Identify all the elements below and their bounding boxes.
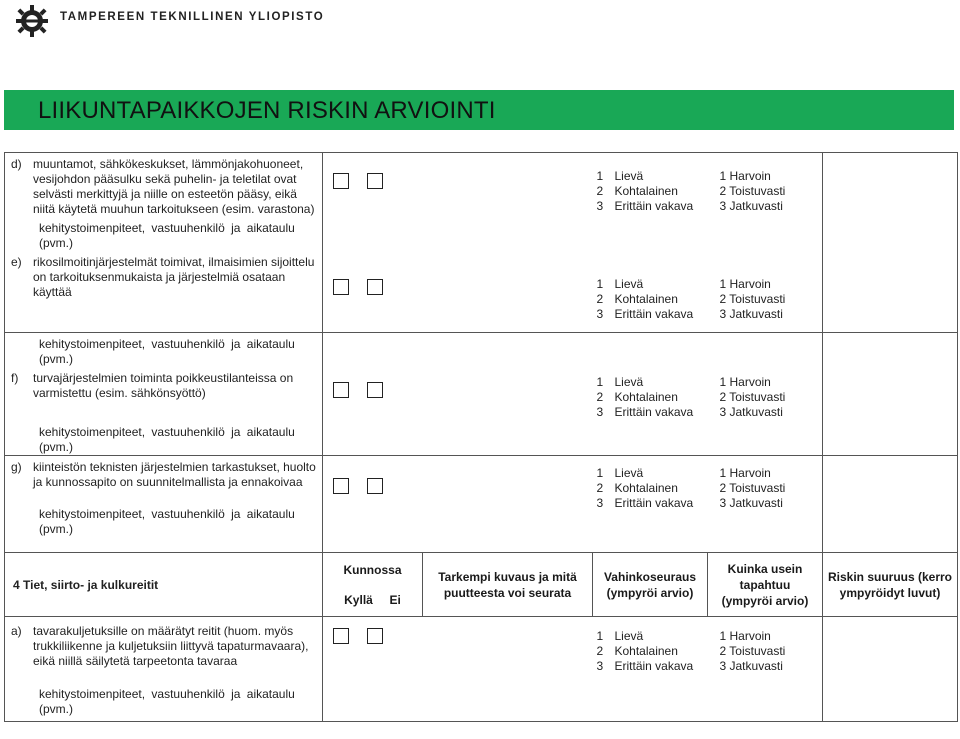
- item-letter: e): [11, 255, 22, 269]
- table-row: [5, 333, 958, 456]
- frequency-header: Kuinka usein tapahtuu (ympyröi arvio): [708, 553, 823, 617]
- frequency-option[interactable]: 2 Toistuvasti: [719, 481, 786, 495]
- severity-option[interactable]: 2 Kohtalainen: [596, 184, 678, 198]
- no-checkbox[interactable]: [367, 382, 383, 398]
- consequence-header: Vahinkoseuraus (ympyröi arvio): [593, 553, 708, 617]
- item-letter: f): [11, 371, 19, 385]
- checkbox-cell: [323, 153, 423, 333]
- severity-option[interactable]: 3 Erittäin vakava: [596, 405, 694, 419]
- description-cell: [423, 153, 593, 333]
- item-text: kiinteistön teknisten järjestelmien tarkastukset, huolto ja kunnossapito on suunnitelmallista ja ennakoivaa: [33, 460, 316, 489]
- university-name: TAMPEREEN TEKNILLINEN YLIOPISTO: [60, 11, 325, 23]
- no-checkbox[interactable]: [367, 173, 383, 189]
- gear-logo-icon: [12, 4, 52, 38]
- development-note: kehitystoimenpiteet, vastuuhenkilö ja aikataulu (pvm.): [39, 507, 295, 536]
- title-banner: [4, 90, 954, 130]
- severity-cell: [593, 617, 708, 722]
- yes-checkbox[interactable]: [333, 478, 349, 494]
- checkbox-cell: [323, 456, 423, 553]
- frequency-option[interactable]: 3 Jatkuvasti: [719, 496, 783, 510]
- development-note: kehitystoimenpiteet, vastuuhenkilö ja aikataulu (pvm.): [39, 221, 295, 250]
- item-letter: d): [11, 157, 22, 171]
- yes-checkbox[interactable]: [333, 628, 349, 644]
- no-checkbox[interactable]: [367, 478, 383, 494]
- section-title-cell: [5, 553, 323, 617]
- frequency-option[interactable]: 1 Harvoin: [719, 629, 771, 643]
- question-cell: [5, 333, 323, 456]
- yes-checkbox[interactable]: [333, 173, 349, 189]
- severity-option[interactable]: 1 Lievä: [596, 466, 644, 480]
- item-text: tavarakuljetuksille on määrätyt reitit (huom. myös trukkiliikenne ja kuljetuksiin liittyvä tapaturmavaara), eikä niillä säilytetä tarpeetonta tavaraa: [33, 624, 309, 668]
- table-row: [5, 456, 958, 553]
- risk-cell: [823, 333, 958, 456]
- risk-header: Riskin suuruus (kerro ympyröidyt luvut): [823, 553, 958, 617]
- severity-option[interactable]: 1 Lievä: [596, 169, 644, 183]
- frequency-option[interactable]: 1 Harvoin: [719, 466, 771, 480]
- frequency-option[interactable]: 1 Harvoin: [719, 277, 771, 291]
- risk-cell: [823, 617, 958, 722]
- severity-option[interactable]: 1 Lievä: [596, 629, 644, 643]
- severity-option[interactable]: 2 Kohtalainen: [596, 644, 678, 658]
- yes-no-labels: [323, 592, 422, 608]
- frequency-option[interactable]: 2 Toistuvasti: [719, 644, 786, 658]
- severity-option[interactable]: 2 Kohtalainen: [596, 390, 678, 404]
- frequency-option[interactable]: 3 Jatkuvasti: [719, 659, 783, 673]
- kunnossa-header: [323, 553, 423, 617]
- risk-cell: [823, 153, 958, 333]
- page-title: LIIKUNTAPAIKKOJEN RISKIN ARVIOINTI: [38, 97, 496, 124]
- no-checkbox[interactable]: [367, 628, 383, 644]
- item-text: turvajärjestelmien toiminta poikkeustilanteissa on varmistettu (esim. sähkönsyöttö): [33, 371, 294, 400]
- frequency-option[interactable]: 1 Harvoin: [719, 169, 771, 183]
- severity-option[interactable]: 2 Kohtalainen: [596, 292, 678, 306]
- frequency-option[interactable]: 2 Toistuvasti: [719, 184, 786, 198]
- severity-option[interactable]: 3 Erittäin vakava: [596, 307, 694, 321]
- development-note: kehitystoimenpiteet, vastuuhenkilö ja aikataulu (pvm.): [39, 687, 295, 716]
- no-checkbox[interactable]: [367, 279, 383, 295]
- kunnossa-label: Kunnossa: [343, 562, 402, 577]
- frequency-option[interactable]: 3 Jatkuvasti: [719, 307, 783, 321]
- section-header-row: [5, 553, 958, 617]
- frequency-option[interactable]: 3 Jatkuvasti: [719, 405, 783, 419]
- severity-option[interactable]: 3 Erittäin vakava: [596, 199, 694, 213]
- severity-cell: [593, 333, 708, 456]
- item-letter: a): [11, 624, 22, 638]
- severity-option[interactable]: 3 Erittäin vakava: [596, 496, 694, 510]
- risk-table: [4, 152, 958, 722]
- frequency-cell: [708, 333, 823, 456]
- description-cell: [423, 333, 593, 456]
- item-text: rikosilmoitinjärjestelmät toimivat, ilmaisimien sijoittelu on tarkoituksenmukaista ja järjestelmiä osataan käyttää: [33, 255, 315, 299]
- severity-option[interactable]: 2 Kohtalainen: [596, 481, 678, 495]
- severity-cell: [593, 456, 708, 553]
- description-cell: [423, 617, 593, 722]
- risk-cell: [823, 456, 958, 553]
- checkbox-cell: [323, 333, 423, 456]
- frequency-option[interactable]: 2 Toistuvasti: [719, 390, 786, 404]
- item-text: muuntamot, sähkökeskukset, lämmönjakohuoneet, vesijohdon pääsulku sekä puhelin- ja teletilat ovat selvästi merkittyjä ja niille on esteetön pääsy, eikä niitä käytetä muuhun tarkoitukseen (esim. varastona): [33, 157, 315, 216]
- question-cell: [5, 456, 323, 553]
- checkbox-cell: [323, 617, 423, 722]
- section-title: 4 Tiet, siirto- ja kulkureitit: [13, 577, 159, 592]
- frequency-option[interactable]: 2 Toistuvasti: [719, 292, 786, 306]
- yes-label: Kyllä: [344, 592, 373, 607]
- table-row: [5, 617, 958, 722]
- description-header: Tarkempi kuvaus ja mitä puutteesta voi seurata: [423, 553, 593, 617]
- yes-checkbox[interactable]: [333, 382, 349, 398]
- frequency-cell: [708, 153, 823, 333]
- description-cell: [423, 456, 593, 553]
- severity-option[interactable]: 1 Lievä: [596, 375, 644, 389]
- yes-checkbox[interactable]: [333, 279, 349, 295]
- development-note: kehitystoimenpiteet, vastuuhenkilö ja aikataulu (pvm.): [39, 425, 295, 454]
- frequency-cell: [708, 617, 823, 722]
- item-letter: g): [11, 460, 22, 474]
- severity-option[interactable]: 3 Erittäin vakava: [596, 659, 694, 673]
- frequency-option[interactable]: 3 Jatkuvasti: [719, 199, 783, 213]
- severity-cell: [593, 153, 708, 333]
- table-row: [5, 153, 958, 333]
- severity-option[interactable]: 1 Lievä: [596, 277, 644, 291]
- frequency-cell: [708, 456, 823, 553]
- question-cell: [5, 153, 323, 333]
- question-cell: [5, 617, 323, 722]
- frequency-option[interactable]: 1 Harvoin: [719, 375, 771, 389]
- no-label: Ei: [389, 592, 401, 607]
- development-note: kehitystoimenpiteet, vastuuhenkilö ja aikataulu (pvm.): [39, 337, 295, 366]
